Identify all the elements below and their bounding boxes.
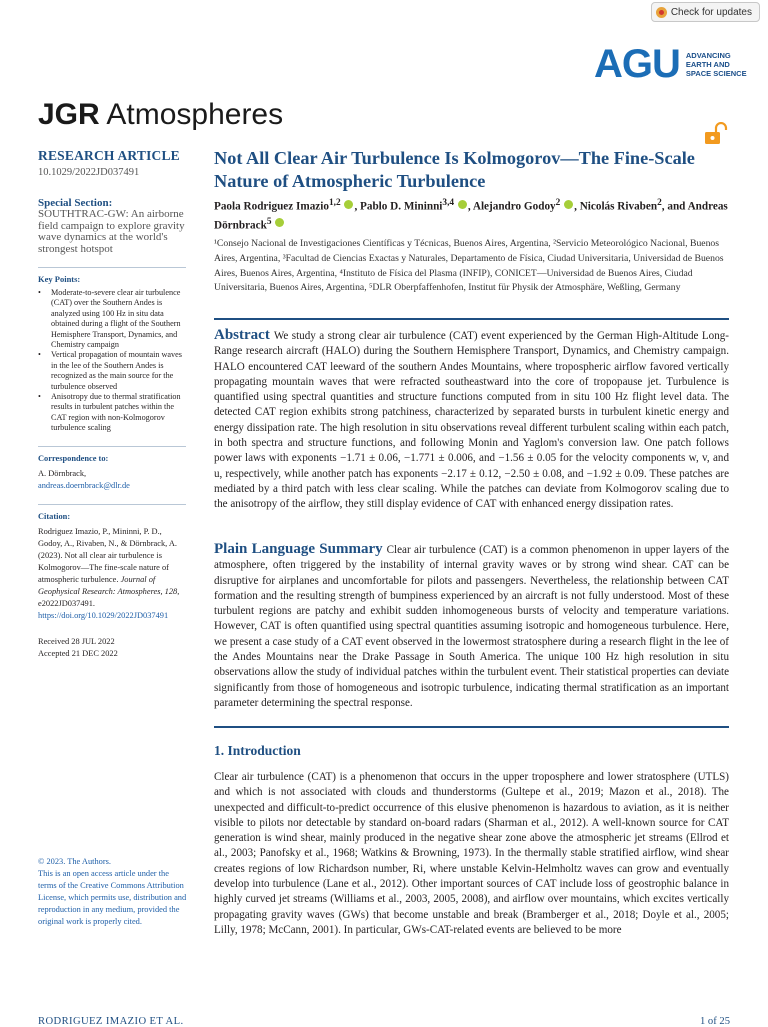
author-affil-sup: 5 — [266, 216, 272, 227]
abstract-heading: Abstract — [214, 327, 270, 343]
agu-logo — [594, 44, 747, 84]
orcid-icon[interactable] — [458, 200, 467, 209]
correspondence-name: A. Dörnbrack, — [38, 468, 87, 478]
plain-language-summary-section — [214, 542, 729, 711]
citation-label: Citation: — [38, 511, 71, 521]
key-point: • Anisotropy due to thermal stratification results in turbulent patches within the CAT region with non-Kolmogorov turbulence scaling — [38, 392, 186, 434]
license-text-b: License, which permits use, distribution and reproduction in any medium, provided the original work is properly cited. — [38, 893, 187, 926]
correspondence-label: Correspondence to: — [38, 453, 109, 463]
author-affil-sup: 2 — [555, 198, 561, 208]
citation-doi-link[interactable]: https://doi.org/10.1029/2022JD037491 — [38, 610, 169, 620]
crossmark-icon — [656, 7, 667, 18]
agu-tag-line-3: SPACE SCIENCE — [685, 68, 747, 78]
journal-title-rest: Atmospheres — [99, 98, 284, 131]
left-sidebar — [38, 148, 186, 660]
orcid-icon[interactable] — [564, 200, 573, 209]
plain-language-summary-text: Clear air turbulence (CAT) is a common phenomenon in upper layers of the atmosphere, often triggered by the instability of internal gravity waves or by strong wind shear. CAT can be disruptive for airplanes and uncomfortable for pilots and passengers. Nevertheless, the relationship between CAT formation and the resulting strength of bumpiness experienced by an aircraft is not fully understood. Most of these turbulent regions are patchy and exhibit sudden inhomogeneous bursts of velocity and temperature variations. However, CAT is often quantified using spectral quantities assuming isotropic and homogeneous turbulence. Here, we present a case study of a CAT event observed in the lowermost stratosphere during a research flight in the lee of the Andes Mountains near the Drake Passage in South America. The unique 100 Hz high resolution in situ observations allow the study of individual patches within the turbulent event. Their statistical properties can deviate significantly from those of homogeneous and isotropic turbulence, indicating thermal stratification as an important parameter determining the spectral response. — [214, 544, 729, 709]
abstract-top-rule — [214, 318, 729, 320]
citation-body: Rodriguez Imazio, P., Mininni, P. D., Godoy, A., Rivaben, N., & Dörnbrack, A. (2023). Not all clear air turbulence is Kolmogorov—The fine-scale nature of atmospheric turbulence. — [38, 526, 178, 584]
correspondence-email-link[interactable]: andreas.doernbrack@dlr.de — [38, 480, 130, 490]
divider — [38, 446, 186, 447]
introduction-text: Clear air turbulence (CAT) is a phenomenon that occurs in the upper troposphere and lower stratosphere (UTLS) and which is not associated with clouds and thunderstorms (Gultepe et al., 2019; Mazon et al., 2018). The unexpected and difficult-to-predict occurrence of this elusive phenomenon is hazardous to aviation, as it is neither visible to pilots nor detectable by standard on-board radars (Sharman et al., 2012). A well-known source for CAT generation is wind shear, mainly produced in the negative shear zone above the atmospheric jet streams (Ellrod et al., 2003; Panofsky et al., 1968; Watkins & Browning, 1973). In the thermally stable stratified airflow, wind shear creates regions of low Richardson number, Ri, where unstable Kelvin-Helmholtz waves can grow and eventually develop into turbulence (Lane et al., 2012). Other important sources of CAT include loss of geostrophic balance in highly curved jet streams (Williams et al., 2003, 2005, 2008), and airflow over mountains, which excites vertically propagating gravity waves (GWs) that become unstable and break (Bramberger et al., 2018; Doyle et al., 2005; Lilly, 1978; McCann, 2001). In particular, GWs-CAT-related events are believed to be more — [214, 771, 729, 936]
divider — [38, 504, 186, 505]
author-affil-sup: 3,4 — [442, 198, 455, 208]
agu-logo-tagline — [686, 51, 747, 78]
plain-language-summary-heading: Plain Language Summary — [214, 541, 383, 557]
article-title: Not All Clear Air Turbulence Is Kolmogorov—The Fine-Scale Nature of Atmospheric Turbulence — [214, 148, 695, 191]
received-date: Received 28 JUL 2022 — [38, 636, 115, 646]
check-for-updates-badge[interactable] — [651, 2, 760, 22]
abstract-section — [214, 328, 729, 513]
citation-text — [38, 526, 186, 622]
copyright-line: © 2023. The Authors. — [38, 857, 111, 866]
author-name: Andreas Dörnbrack — [214, 200, 728, 232]
license-text-a: This is an open access article under the terms of the — [38, 869, 169, 890]
check-for-updates-label: Check for updates — [670, 6, 752, 18]
journal-title-bold: JGR — [38, 98, 100, 131]
key-point: • Vertical propagation of mountain waves in the lee of the Southern Andes is recognized as the main source for the turbulence observed — [38, 350, 186, 392]
author-affil-sup: 2 — [657, 198, 662, 208]
key-points-label: Key Points: — [38, 274, 81, 284]
license-notice — [38, 856, 188, 928]
key-point: • Moderate-to-severe clear air turbulence (CAT) over the Southern Andes is analyzed using 100 Hz in situ data obtained during a flight of the Southern Hemisphere Transport, Dynamics, and Chemistry campaign — [38, 288, 186, 350]
author-name: Nicolás Rivaben — [579, 200, 658, 213]
affiliations: ¹Consejo Nacional de Investigaciones Científicas y Técnicas, Buenos Aires, Argentina, ²Servicio Meteorológico Nacional, Buenos Aires, Argentina, ³Facultad de Ciencias Exactas y Naturales, Departamento de Física, Ciudad Universitaria, Universidad de Buenos Aires, Buenos Aires, Argentina, ⁴Instituto de Física del Plasma (INFIP), CONICET—Universidad de Buenos Aires, Ciudad Universitaria, Buenos Aires, Argentina, ⁵DLR Oberpfaffenhofen, Institut für Physik der Atmosphäre, Weßling, Germany — [214, 238, 724, 294]
article-type: RESEARCH ARTICLE — [38, 148, 180, 163]
orcid-icon[interactable] — [275, 218, 284, 227]
article-doi[interactable]: 10.1029/2022JD037491 — [38, 167, 140, 178]
agu-tag-line-2: EARTH AND — [685, 59, 730, 69]
open-access-lock-icon — [703, 122, 729, 146]
author-name: Pablo D. Mininni — [360, 200, 443, 213]
author-list: Paola Rodriguez Imazio$^{1,2}$ , Pablo D. Mininni$^{3,4}$ , Alejandro Godoy$^2$ , Nicolás Rivaben$^2$, and Andreas Dörnbrack$^5$ — [214, 198, 728, 232]
agu-logo-mark: AGU — [594, 42, 680, 86]
journal-title — [38, 98, 283, 132]
orcid-icon[interactable] — [344, 200, 353, 209]
citation-journal: Journal of Geophysical Research: Atmospheres, 128 — [38, 574, 178, 596]
creative-commons-link[interactable]: Creative Commons Attribution — [80, 881, 184, 890]
citation-tail: , e2022JD037491. — [38, 586, 180, 608]
abstract-text: We study a strong clear air turbulence (CAT) event experienced by the German High-Altitude Long-Range research aircraft (HALO) during the Southern Hemisphere Transport, Dynamics, and Chemistry campaign. HALO encountered CAT leeward of the southern Andes Mountains, where tropospheric airflow favored vertically propagating mountain waves that were refracted southeastward into the core of tropopause jet. Turbulence is quantified using spectral quantities and structure functions computed from in situ 100 Hz flight level data. The detected CAT region exhibits strong patchiness, characterized by separated bursts in turbulent kinetic energy and energy dissipation rate. The high resolution in situ observations reveal different turbulent scaling within each patch, in both spectra and structure functions, and following Monin and Yaglom's conversion law. One patch follows power laws with exponents −1.71 ± 0.06, −1.771 ± 0.006, and −1.56 ± 0.05 for the velocity components w, v, and u, respectively, while another patch has exponents −2.17 ± 0.12, −2.50 ± 0.08, and −1.92 ± 0.09. These patches are mediated by a third patch with less clear scaling. While the patches can deviate from Kolmogorov scaling due to the anisotropy of the airflow, they still display evidence of CAT with enhanced energy dissipation rates. — [214, 330, 729, 511]
footer-page-number: 1 of 25 — [699, 1016, 730, 1027]
footer-running-head: RODRIGUEZ IMAZIO ET AL. — [38, 1016, 184, 1027]
introduction-heading: 1. Introduction — [214, 743, 301, 758]
divider — [38, 267, 186, 268]
key-points-list — [38, 288, 186, 434]
special-section-text: SOUTHTRAC-GW: An airborne field campaign to explore gravity wave dynamics at the world's strongest hotspot — [38, 208, 185, 255]
summary-bottom-rule — [214, 726, 729, 728]
special-section-label: Special Section: — [38, 197, 113, 209]
accepted-date: Accepted 21 DEC 2022 — [38, 648, 118, 658]
author-affil-sup: 1,2 — [328, 198, 341, 208]
author-name: Paola Rodriguez Imazio — [214, 200, 329, 213]
author-name: Alejandro Godoy — [472, 200, 556, 213]
agu-tag-line-1: ADVANCING — [685, 50, 731, 60]
